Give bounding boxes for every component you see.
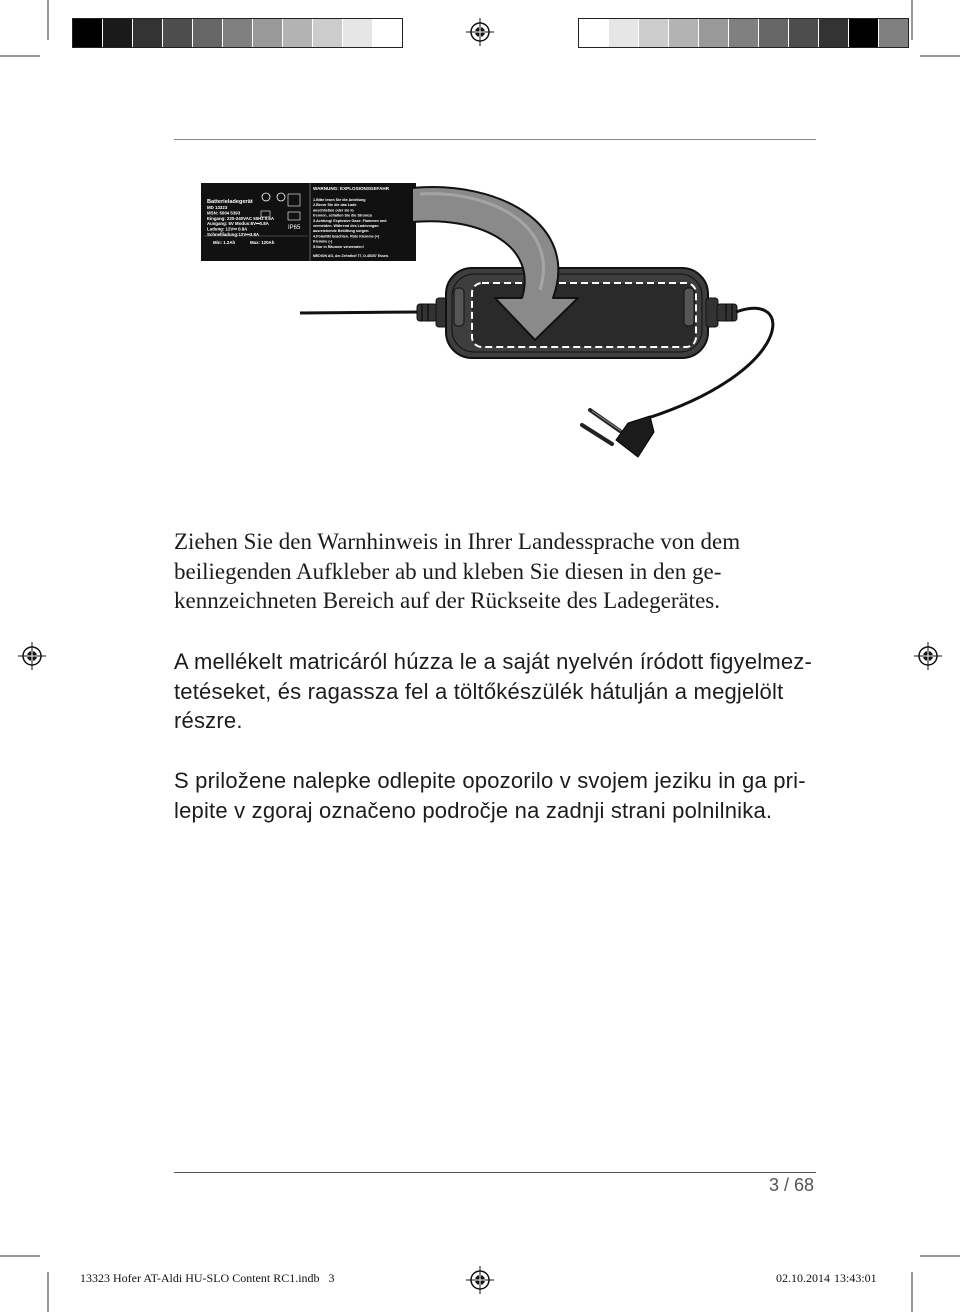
slug-time: 13:43:01: [834, 1271, 877, 1285]
left-bar-swatch: [163, 19, 193, 47]
right-bar-swatch: [819, 19, 849, 47]
registration-mark-top-icon: [466, 18, 494, 46]
header-rule: [174, 139, 816, 140]
grayscale-color-bar-right: [578, 18, 909, 48]
label-warning-line: vermeiden. Während des Ladevorgan: [313, 224, 379, 228]
label-warning-line: 1.Bitte lesen Sie die Anleitung: [313, 198, 366, 202]
label-warning-line: Klemme (-): [313, 239, 333, 244]
label-spec-line: Schnellladung:12V⎓3.8A: [207, 232, 260, 237]
right-bar-swatch: [699, 19, 729, 47]
right-bar-swatch: [639, 19, 669, 47]
label-warning-line: 5.Nur in Räumen verwenden!: [313, 244, 364, 249]
footer-rule: [174, 1172, 816, 1173]
registration-mark-right-icon: [914, 642, 942, 670]
right-bar-swatch: [879, 19, 908, 47]
label-warning-line: anschließen oder sie lo: [313, 208, 354, 213]
warning-label-sticker: [201, 183, 416, 261]
left-bar-swatch: [133, 19, 163, 47]
left-bar-swatch: [283, 19, 313, 47]
left-bar-swatch: [73, 19, 103, 47]
label-title: Batterieladegerät: [207, 199, 253, 205]
charger-illustration: [180, 170, 800, 460]
left-bar-swatch: [103, 19, 133, 47]
slug-file-name: 13323 Hofer AT-Aldi HU-SLO Content RC1.indb 3: [80, 1271, 335, 1285]
page-number: 3 / 68: [768, 1175, 814, 1195]
label-min: Min: 1.2Ah: [213, 240, 236, 245]
left-bar-swatch: [223, 19, 253, 47]
left-bar-swatch: [373, 19, 402, 47]
label-spec-line: MSN: 5004 5393: [207, 210, 241, 216]
label-spec-line: Ausgang: 6V Modus:6V⎓0.8A: [207, 221, 269, 227]
label-spec-line: MD 13323: [207, 205, 228, 210]
left-bar-swatch: [253, 19, 283, 47]
right-bar-swatch: [579, 19, 609, 47]
slug-date: 02.10.2014: [776, 1271, 830, 1285]
right-bar-swatch: [789, 19, 819, 47]
label-warning-title: WARNUNG: EXPLOSIONSGEFAHR: [313, 186, 390, 191]
right-bar-swatch: [729, 19, 759, 47]
label-ip-rating: IP65: [288, 225, 301, 231]
left-bar-swatch: [313, 19, 343, 47]
label-warning-line: 3.Achtung! Explosive Gase. Flammen und: [313, 218, 387, 223]
label-spec-line: Ladung: 12V⎓ 0.8A: [207, 226, 248, 232]
label-max: Max: 120Ah: [250, 240, 275, 245]
label-warning-line: trennen, schalten Sie die Stromzu: [313, 213, 373, 218]
label-warning-line: 4.Polarität beachten. Rote Klemme (+): [313, 234, 380, 239]
label-company: MEDION AG, Am Zehnthof 77, D-45307 Essen.: [313, 254, 389, 258]
registration-mark-bottom-icon: [466, 1266, 494, 1294]
label-warning-line: 2.Bevor Sie die das Lade: [313, 203, 357, 208]
label-spec-line: Eingang: 220-240VAC 50Hz 0.6A: [207, 215, 275, 221]
power-plug: [582, 410, 654, 457]
right-bar-swatch: [609, 19, 639, 47]
right-bar-swatch: [669, 19, 699, 47]
instruction-text-german: Ziehen Sie den Warnhinweis in Ihrer Landessprache von dem beiliegenden Aufkleber ab und kleben Sie diesen in den ge-kennzeichneten Bereich auf der Rückseite des Ladegerätes.: [174, 529, 741, 613]
right-bar-swatch: [759, 19, 789, 47]
instruction-text-slovenian: S priložene nalepke odlepite opozorilo v svojem jeziku in ga pri-lepite v zgoraj označeno področje na zadnji strani polnilnika.: [174, 768, 806, 823]
grayscale-color-bar-left: [72, 18, 403, 48]
instruction-text-hungarian: A mellékelt matricáról húzza le a saját nyelvén íródott figyelmez-tetéseket, és ragassza fel a töltőkészülék hátulján a megjelölt részre.: [174, 649, 813, 733]
left-bar-swatch: [343, 19, 373, 47]
right-bar-swatch: [849, 19, 879, 47]
left-bar-swatch: [193, 19, 223, 47]
registration-mark-left-icon: [18, 642, 46, 670]
label-warning-line: ausreichende Belüftung sorgen.: [313, 229, 370, 234]
